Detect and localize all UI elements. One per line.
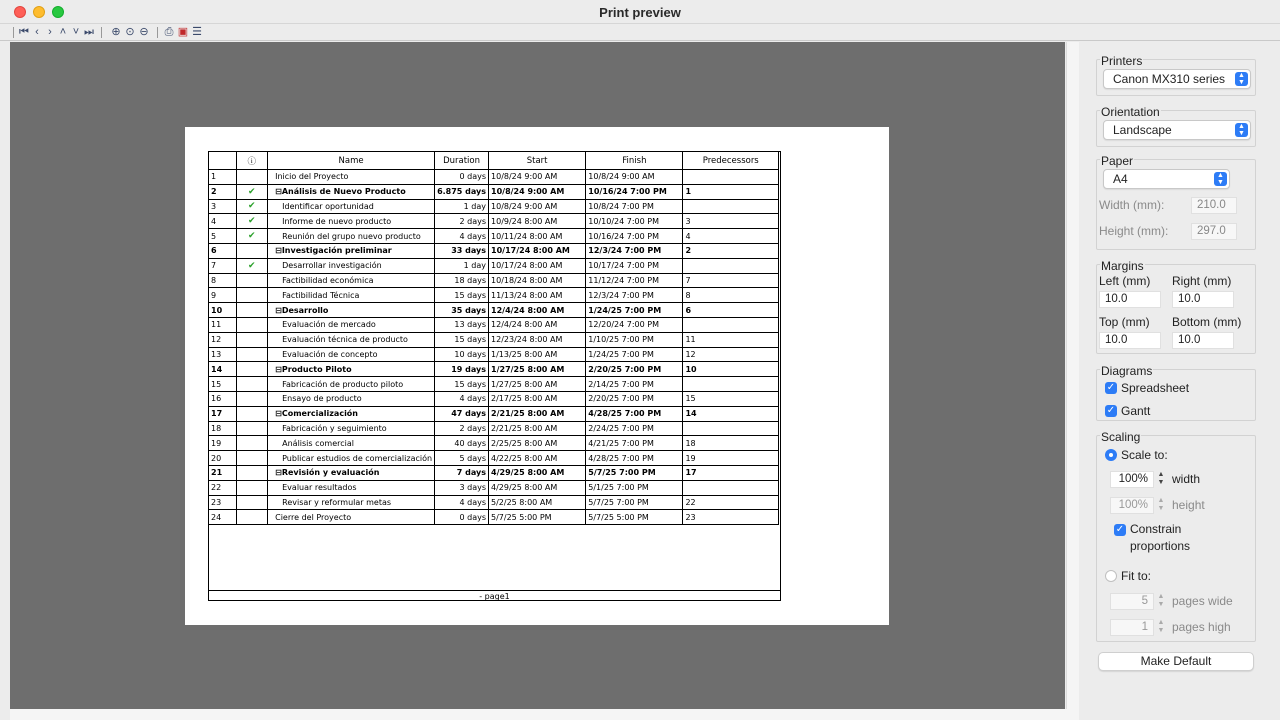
task-name-cell: Revisar y reformular metas	[268, 495, 435, 510]
task-finish-cell: 4/28/25 7:00 PM	[586, 451, 683, 466]
task-duration-cell: 1 day	[435, 199, 489, 214]
task-finish-cell: 11/12/24 7:00 PM	[586, 273, 683, 288]
table-row	[209, 510, 779, 525]
task-duration-cell: 4 days	[435, 229, 489, 244]
task-start-cell: 1/27/25 8:00 AM	[489, 377, 586, 392]
print-settings-panel	[1080, 42, 1280, 720]
task-indicator-cell	[236, 406, 268, 421]
task-predecessors-cell: 22	[683, 495, 779, 510]
task-start-cell: 12/4/24 8:00 AM	[489, 317, 586, 332]
task-indicator-cell	[236, 258, 268, 273]
task-name-cell: Cierre del Proyecto	[268, 510, 435, 525]
task-id-cell: 7	[209, 258, 237, 273]
table-row	[209, 303, 779, 318]
task-id-cell: 14	[209, 362, 237, 377]
task-duration-cell: 15 days	[435, 288, 489, 303]
margin-left-label: Left (mm)	[1099, 274, 1151, 288]
task-finish-cell: 1/24/25 7:00 PM	[586, 303, 683, 318]
task-duration-cell: 1 day	[435, 258, 489, 273]
task-id-cell: 11	[209, 317, 237, 332]
task-id-cell: 16	[209, 391, 237, 406]
paper-title: Paper	[1101, 154, 1134, 168]
task-indicator-cell	[236, 362, 268, 377]
fit-to-radio[interactable]	[1105, 570, 1117, 582]
task-table	[208, 151, 779, 525]
task-duration-cell: 33 days	[435, 243, 489, 258]
paper-height-field: 297.0	[1191, 223, 1237, 240]
table-row	[209, 480, 779, 495]
pages-wide-label: pages wide	[1172, 594, 1233, 608]
task-finish-cell: 10/16/24 7:00 PM	[586, 229, 683, 244]
paper-group	[1096, 154, 1256, 250]
chevron-updown-icon: ▲ ▼	[1235, 72, 1248, 86]
task-duration-cell: 10 days	[435, 347, 489, 362]
task-start-cell: 4/29/25 8:00 AM	[489, 465, 586, 480]
task-id-cell: 10	[209, 303, 237, 318]
task-finish-cell: 1/24/25 7:00 PM	[586, 347, 683, 362]
orientation-select[interactable]	[1103, 120, 1251, 140]
task-duration-cell: 0 days	[435, 170, 489, 185]
table-row	[209, 406, 779, 421]
completed-check-icon: ✔	[248, 231, 256, 242]
zoom-reset-icon[interactable]: ⊙	[125, 26, 135, 38]
task-name-cell: Factibilidad Técnica	[268, 288, 435, 303]
printers-title: Printers	[1101, 54, 1143, 68]
task-indicator-cell	[236, 170, 268, 185]
task-name-cell: ⊟Producto Piloto	[268, 362, 435, 377]
task-id-cell: 6	[209, 243, 237, 258]
task-name-cell: Fabricación y seguimiento	[268, 421, 435, 436]
task-start-cell: 12/23/24 8:00 AM	[489, 332, 586, 347]
task-predecessors-cell	[683, 199, 779, 214]
task-finish-cell: 10/8/24 9:00 AM	[586, 170, 683, 185]
task-start-cell: 10/11/24 8:00 AM	[489, 229, 586, 244]
paper-width-field: 210.0	[1191, 197, 1237, 214]
task-start-cell: 2/25/25 8:00 AM	[489, 436, 586, 451]
header-start: Start	[489, 152, 586, 170]
task-finish-cell: 12/3/24 7:00 PM	[586, 288, 683, 303]
task-name-cell: Publicar estudios de comercialización	[268, 451, 435, 466]
paper-height-label: Height (mm):	[1099, 224, 1169, 238]
task-duration-cell: 4 days	[435, 391, 489, 406]
task-indicator-cell	[236, 214, 268, 229]
table-row	[209, 214, 779, 229]
task-duration-cell: 13 days	[435, 317, 489, 332]
task-id-cell: 8	[209, 273, 237, 288]
task-indicator-cell	[236, 199, 268, 214]
task-predecessors-cell	[683, 170, 779, 185]
margin-right-label: Right (mm)	[1172, 274, 1232, 288]
task-duration-cell: 47 days	[435, 406, 489, 421]
task-indicator-cell	[236, 391, 268, 406]
task-name-cell: Reunión del grupo nuevo producto	[268, 229, 435, 244]
task-predecessors-cell: 10	[683, 362, 779, 377]
zoom-out-icon[interactable]: ⊖	[139, 26, 149, 38]
margin-bottom-field[interactable]: 10.0	[1172, 332, 1234, 349]
task-name-cell: Evaluación de mercado	[268, 317, 435, 332]
task-indicator-cell	[236, 303, 268, 318]
task-duration-cell: 2 days	[435, 214, 489, 229]
margin-top-label: Top (mm)	[1099, 315, 1150, 329]
task-id-cell: 9	[209, 288, 237, 303]
task-finish-cell: 12/3/24 7:00 PM	[586, 243, 683, 258]
paper-select[interactable]	[1103, 169, 1230, 189]
diagrams-group	[1096, 364, 1256, 421]
task-duration-cell: 3 days	[435, 480, 489, 495]
table-row	[209, 362, 779, 377]
spreadsheet-label: Spreadsheet	[1121, 381, 1190, 395]
task-name-cell: Ensayo de producto	[268, 391, 435, 406]
title-bar	[0, 0, 1280, 24]
options-icon[interactable]: ☰	[192, 26, 202, 38]
task-indicator-cell	[236, 184, 268, 199]
task-predecessors-cell	[683, 480, 779, 495]
toolbar-separator	[101, 27, 102, 38]
task-name-cell: ⊟Análisis de Nuevo Producto	[268, 184, 435, 199]
task-id-cell: 5	[209, 229, 237, 244]
task-predecessors-cell: 8	[683, 288, 779, 303]
task-name-cell: Evaluación de concepto	[268, 347, 435, 362]
task-name-cell: Factibilidad económica	[268, 273, 435, 288]
completed-check-icon: ✔	[248, 260, 256, 271]
task-name-cell: Evaluación técnica de producto	[268, 332, 435, 347]
task-finish-cell: 2/20/25 7:00 PM	[586, 362, 683, 377]
task-id-cell: 19	[209, 436, 237, 451]
pages-wide-stepper: ▲ ▼	[1157, 593, 1165, 608]
task-start-cell: 1/13/25 8:00 AM	[489, 347, 586, 362]
task-predecessors-cell: 12	[683, 347, 779, 362]
table-row	[209, 273, 779, 288]
task-start-cell: 11/13/24 8:00 AM	[489, 288, 586, 303]
task-start-cell: 2/21/25 8:00 AM	[489, 421, 586, 436]
margins-title: Margins	[1101, 259, 1144, 273]
task-indicator-cell	[236, 332, 268, 347]
page-footer-divider	[209, 590, 780, 591]
task-start-cell: 10/8/24 9:00 AM	[489, 199, 586, 214]
spreadsheet-checkbox[interactable]: ✓	[1106, 382, 1116, 393]
task-start-cell: 2/21/25 8:00 AM	[489, 406, 586, 421]
table-row	[209, 229, 779, 244]
task-name-cell: Inicio del Proyecto	[268, 170, 435, 185]
task-indicator-cell	[236, 465, 268, 480]
task-id-cell: 17	[209, 406, 237, 421]
task-finish-cell: 10/16/24 7:00 PM	[586, 184, 683, 199]
task-indicator-cell	[236, 421, 268, 436]
task-indicator-cell	[236, 317, 268, 332]
task-indicator-cell	[236, 273, 268, 288]
task-start-cell: 10/18/24 8:00 AM	[489, 273, 586, 288]
task-duration-cell: 18 days	[435, 273, 489, 288]
header-id	[209, 152, 237, 170]
task-finish-cell: 4/21/25 7:00 PM	[586, 436, 683, 451]
header-predecessors: Predecessors	[683, 152, 779, 170]
scale-to-radio[interactable]	[1105, 449, 1117, 461]
preview-toolbar	[0, 24, 1280, 41]
printers-group	[1096, 54, 1256, 96]
next-page-icon[interactable]: ›	[48, 26, 52, 38]
task-finish-cell: 5/1/25 7:00 PM	[586, 480, 683, 495]
task-indicator-cell	[236, 495, 268, 510]
gantt-checkbox[interactable]: ✓	[1106, 405, 1116, 416]
task-finish-cell: 10/8/24 7:00 PM	[586, 199, 683, 214]
task-name-cell: Informe de nuevo producto	[268, 214, 435, 229]
task-id-cell: 20	[209, 451, 237, 466]
completed-check-icon: ✔	[248, 216, 256, 227]
diagrams-title: Diagrams	[1101, 364, 1153, 378]
task-predecessors-cell: 14	[683, 406, 779, 421]
task-predecessors-cell: 17	[683, 465, 779, 480]
task-indicator-cell	[236, 229, 268, 244]
pages-high-field: 1	[1110, 619, 1154, 636]
task-id-cell: 1	[209, 170, 237, 185]
task-predecessors-cell: 7	[683, 273, 779, 288]
completed-check-icon: ✔	[248, 201, 256, 212]
task-duration-cell: 5 days	[435, 451, 489, 466]
table-row	[209, 377, 779, 392]
margin-left-field[interactable]: 10.0	[1099, 291, 1161, 308]
make-default-button[interactable]: Make Default	[1098, 652, 1254, 671]
task-name-cell: Identificar oportunidad	[268, 199, 435, 214]
task-start-cell: 4/29/25 8:00 AM	[489, 480, 586, 495]
task-duration-cell: 0 days	[435, 510, 489, 525]
table-row	[209, 347, 779, 362]
task-id-cell: 15	[209, 377, 237, 392]
scale-height-stepper: ▲ ▼	[1157, 497, 1165, 512]
margin-bottom-label: Bottom (mm)	[1172, 315, 1242, 329]
table-row	[209, 391, 779, 406]
task-duration-cell: 19 days	[435, 362, 489, 377]
orientation-group	[1096, 105, 1256, 147]
table-row	[209, 170, 779, 185]
printer-select-value: Canon MX310 series	[1113, 72, 1226, 86]
scale-width-field[interactable]: 100%	[1110, 471, 1154, 488]
paper-width-label: Width (mm):	[1099, 198, 1165, 212]
task-finish-cell: 5/7/25 7:00 PM	[586, 495, 683, 510]
task-indicator-cell	[236, 480, 268, 495]
vertical-scrollbar[interactable]	[1066, 42, 1079, 709]
task-duration-cell: 4 days	[435, 495, 489, 510]
page-number-label: - page1	[479, 592, 510, 601]
task-id-cell: 2	[209, 184, 237, 199]
horizontal-scrollbar[interactable]	[10, 709, 1079, 720]
task-indicator-cell	[236, 288, 268, 303]
task-predecessors-cell: 1	[683, 184, 779, 199]
task-finish-cell: 2/14/25 7:00 PM	[586, 377, 683, 392]
task-indicator-cell	[236, 436, 268, 451]
table-row	[209, 288, 779, 303]
task-duration-cell: 15 days	[435, 332, 489, 347]
table-row	[209, 436, 779, 451]
task-start-cell: 4/22/25 8:00 AM	[489, 451, 586, 466]
chevron-updown-icon: ▲ ▼	[1214, 172, 1227, 186]
task-duration-cell: 2 days	[435, 421, 489, 436]
task-name-cell: ⊟Desarrollo	[268, 303, 435, 318]
task-name-cell: Desarrollar investigación	[268, 258, 435, 273]
header-finish: Finish	[586, 152, 683, 170]
task-duration-cell: 35 days	[435, 303, 489, 318]
task-predecessors-cell	[683, 377, 779, 392]
task-finish-cell: 5/7/25 5:00 PM	[586, 510, 683, 525]
task-id-cell: 24	[209, 510, 237, 525]
task-finish-cell: 4/28/25 7:00 PM	[586, 406, 683, 421]
task-start-cell: 10/17/24 8:00 AM	[489, 243, 586, 258]
task-start-cell: 10/8/24 9:00 AM	[489, 170, 586, 185]
scaling-title: Scaling	[1101, 430, 1141, 444]
margins-group	[1096, 259, 1256, 354]
constrain-proportions-checkbox[interactable]: ✓	[1115, 524, 1125, 535]
pages-wide-field: 5	[1110, 593, 1154, 610]
proportions-label: proportions	[1130, 539, 1191, 553]
task-id-cell: 22	[209, 480, 237, 495]
fit-to-label: Fit to:	[1121, 569, 1152, 583]
scale-to-label: Scale to:	[1121, 448, 1168, 462]
task-duration-cell: 6.875 days	[435, 184, 489, 199]
header-indicator	[236, 152, 268, 170]
task-finish-cell: 1/10/25 7:00 PM	[586, 332, 683, 347]
toolbar-separator	[13, 27, 14, 38]
task-predecessors-cell: 6	[683, 303, 779, 318]
task-predecessors-cell: 11	[683, 332, 779, 347]
table-row	[209, 332, 779, 347]
up-icon[interactable]: ˄	[59, 26, 67, 38]
task-name-cell: Fabricación de producto piloto	[268, 377, 435, 392]
table-row	[209, 451, 779, 466]
task-name-cell: Evaluar resultados	[268, 480, 435, 495]
task-finish-cell: 10/17/24 7:00 PM	[586, 258, 683, 273]
task-start-cell: 1/27/25 8:00 AM	[489, 362, 586, 377]
table-row	[209, 317, 779, 332]
task-name-cell: ⊟Revisión y evaluación	[268, 465, 435, 480]
task-name-cell: ⊟Investigación preliminar	[268, 243, 435, 258]
task-duration-cell: 40 days	[435, 436, 489, 451]
task-name-cell: ⊟Comercialización	[268, 406, 435, 421]
first-page-icon[interactable]: ⏮	[19, 26, 29, 38]
task-id-cell: 23	[209, 495, 237, 510]
previous-page-icon[interactable]: ‹	[35, 26, 39, 38]
print-icon[interactable]: ⎙	[164, 26, 174, 38]
info-icon: ⓘ	[247, 156, 257, 167]
task-predecessors-cell: 23	[683, 510, 779, 525]
task-predecessors-cell: 2	[683, 243, 779, 258]
task-indicator-cell	[236, 347, 268, 362]
scale-height-label: height	[1172, 498, 1205, 512]
task-start-cell: 12/4/24 8:00 AM	[489, 303, 586, 318]
task-indicator-cell	[236, 377, 268, 392]
task-name-cell: Análisis comercial	[268, 436, 435, 451]
zoom-in-icon[interactable]: ⊕	[111, 26, 121, 38]
task-predecessors-cell: 3	[683, 214, 779, 229]
task-table-body	[209, 170, 779, 525]
task-start-cell: 5/2/25 8:00 AM	[489, 495, 586, 510]
pages-high-label: pages high	[1172, 620, 1231, 634]
task-finish-cell: 10/10/24 7:00 PM	[586, 214, 683, 229]
task-start-cell: 2/17/25 8:00 AM	[489, 391, 586, 406]
chevron-updown-icon: ▲ ▼	[1235, 123, 1248, 137]
task-start-cell: 5/7/25 5:00 PM	[489, 510, 586, 525]
table-row	[209, 495, 779, 510]
scale-width-stepper[interactable]: ▲ ▼	[1157, 471, 1165, 486]
toolbar-separator	[157, 27, 158, 38]
table-row	[209, 465, 779, 480]
task-finish-cell: 12/20/24 7:00 PM	[586, 317, 683, 332]
printer-select[interactable]	[1103, 69, 1251, 89]
table-header-row	[209, 152, 779, 170]
table-row	[209, 258, 779, 273]
window-title: Print preview	[599, 5, 681, 20]
last-page-icon[interactable]: ⏭	[84, 26, 94, 38]
scaling-group	[1096, 430, 1256, 642]
constrain-label: Constrain	[1130, 522, 1182, 536]
orientation-select-value: Landscape	[1113, 123, 1172, 137]
task-start-cell: 10/8/24 9:00 AM	[489, 184, 586, 199]
print-preview-area[interactable]	[10, 42, 1065, 709]
task-predecessors-cell: 18	[683, 436, 779, 451]
task-start-cell: 10/9/24 8:00 AM	[489, 214, 586, 229]
task-id-cell: 18	[209, 421, 237, 436]
header-duration: Duration	[435, 152, 489, 170]
task-predecessors-cell	[683, 421, 779, 436]
task-indicator-cell	[236, 243, 268, 258]
table-row	[209, 199, 779, 214]
task-finish-cell: 5/7/25 7:00 PM	[586, 465, 683, 480]
task-predecessors-cell: 4	[683, 229, 779, 244]
pages-high-stepper: ▲ ▼	[1157, 619, 1165, 634]
margin-right-field[interactable]: 10.0	[1172, 291, 1234, 308]
header-name: Name	[268, 152, 435, 170]
task-predecessors-cell	[683, 258, 779, 273]
paper-select-value: A4	[1113, 172, 1128, 186]
task-indicator-cell	[236, 510, 268, 525]
task-predecessors-cell: 19	[683, 451, 779, 466]
task-id-cell: 4	[209, 214, 237, 229]
task-predecessors-cell	[683, 317, 779, 332]
task-id-cell: 12	[209, 332, 237, 347]
table-row	[209, 421, 779, 436]
task-id-cell: 21	[209, 465, 237, 480]
down-icon[interactable]: ˅	[72, 26, 80, 38]
margin-top-field[interactable]: 10.0	[1099, 332, 1161, 349]
task-start-cell: 10/17/24 8:00 AM	[489, 258, 586, 273]
task-indicator-cell	[236, 451, 268, 466]
table-row	[209, 184, 779, 199]
completed-check-icon: ✔	[248, 186, 256, 197]
pdf-export-icon[interactable]: ▣	[177, 26, 189, 38]
task-duration-cell: 15 days	[435, 377, 489, 392]
preview-page	[185, 127, 889, 625]
scale-width-label: width	[1172, 472, 1201, 486]
task-id-cell: 3	[209, 199, 237, 214]
orientation-title: Orientation	[1101, 105, 1160, 119]
scale-height-field: 100%	[1110, 497, 1154, 514]
task-predecessors-cell: 15	[683, 391, 779, 406]
task-finish-cell: 2/24/25 7:00 PM	[586, 421, 683, 436]
task-finish-cell: 2/20/25 7:00 PM	[586, 391, 683, 406]
table-row	[209, 243, 779, 258]
gantt-label: Gantt	[1121, 404, 1151, 418]
page-frame	[208, 151, 781, 601]
task-id-cell: 13	[209, 347, 237, 362]
task-duration-cell: 7 days	[435, 465, 489, 480]
